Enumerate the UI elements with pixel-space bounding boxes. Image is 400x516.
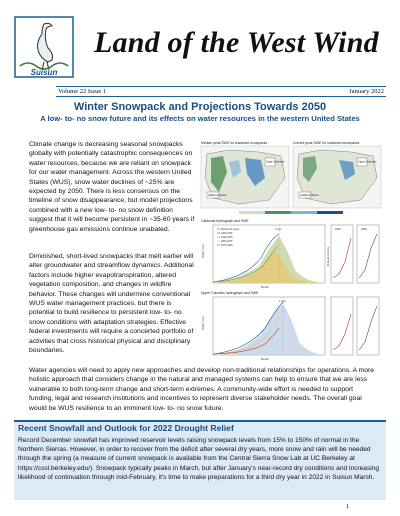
issue-volume: Volume 22 Issue 1 <box>58 88 107 95</box>
map-label-upper-colorado-b: Upper Colorado <box>358 160 377 164</box>
issue-bar <box>56 86 386 97</box>
map-label-california-a: California Sierra <box>208 194 227 197</box>
logo-text: Suisun <box>30 68 58 77</box>
panel-c-title: California hydrograph and SWE <box>201 219 249 223</box>
article-paragraph-1: Climate change is decreasing seasonal snowpacks globally with potentially catastrophic consequences on water resources, because we are reliant on snowpack for our water management. Across the western United States (WUS), snow water declines of ~25% are expected by 2050. There is less consensus on the timeline of snow disappearance, but model projections combined with a new low- to- no snow definition suggest that it will become persistent in ~35-60 years if greenhouse gas emissions continue unabated. <box>29 141 195 233</box>
masthead-title: Land of the West Wind <box>94 26 379 59</box>
suisun-logo <box>14 16 74 78</box>
marker-label-d: 1 Apr <box>279 299 286 303</box>
panel-d-title: Upper Colorado hydrograph and SWE <box>201 291 259 295</box>
article-subhead: A low- to- no snow future and its effects on water resources in the western United States <box>40 114 360 123</box>
ylabel-c: SWE (mm) <box>201 244 205 258</box>
xlabel-d: Month <box>261 357 269 361</box>
col-label-c-2: 2050 <box>361 228 367 231</box>
page-number: 1 <box>346 503 350 510</box>
callout-rule <box>14 420 386 422</box>
panel-b-title: Current peak SWE for sustained snowpacks <box>293 141 360 145</box>
ylabel-d: SWE (mm) <box>201 316 205 330</box>
article-paragraph-2: Diminished, short-lived snowpacks that melt earlier will alter groundwater and streamflow dynamics. Additional factors include higher evapotranspiration, altered vegetation composition, and changes in wildfire behavior. These changes will undermine conventional WUS water management practices, but there is potential to build resilience to persistent low- to- no snow conditions with adaptation strategies. Effective federal investments will require a concerted portfolio of activities that cross historical physical and disciplinary boundaries. <box>29 253 194 355</box>
legend-entry-2: 2020-2045 <box>221 236 233 239</box>
legend-entry-3: 2050-2075 <box>221 240 233 243</box>
panel-d-side-1 <box>331 297 353 355</box>
callout-title: Recent Snowfall and Outlook for 2022 Drought Relief <box>18 423 234 433</box>
article-headline: Winter Snowpack and Projections Towards 2050 <box>73 101 327 113</box>
panel-c-side-2 <box>357 225 379 283</box>
panel-a-title: Median peak SWE for sustained snowpacks <box>201 141 268 145</box>
xlabel-c: Month <box>261 285 269 289</box>
callout-body: Record December snowfall has improved reservoir levels raising snowpack levels from 15% to 150% of normal in the Northern Sierras. However, in order to recover from the deficit after several dry years, more snow and rain will be needed through the spring (a measure of current snowpack is available from the Central Sierra Snow Lab at UC Berkeley at https://cssl.berkeley.edu/). Snowpack typically peaks in March, but after January's near-record dry conditions and increasing likelihood of continuation through mid-February, it's time to make preparations for a third dry year in 2022 in Suisun Marsh. <box>18 437 380 481</box>
map-label-upper-colorado-a: Upper Colorado <box>266 160 285 164</box>
snowpack-figure <box>199 138 383 362</box>
article-paragraph-3: Water agencies will need to apply new approaches and develop non-traditional relationships for operations. A more holistic approach that considers change in the natural and managed systems can help to ensure that we are less vulnerable to both long-term change and short-term extremes. A community-wide effort is needed to support funding, legal and research institutions and incentives to represent diverse stakeholder needs. The overall goal would be WUS resilience to an imminent low- to- no snow future. <box>29 367 375 412</box>
legend-entry-4: 2075-2100 <box>221 244 233 247</box>
issue-date: January 2022 <box>349 88 384 95</box>
panel-c-side-1 <box>331 225 353 283</box>
col-label-c-1: 2030 <box>335 228 341 231</box>
masthead <box>14 16 386 78</box>
ylabel-pct-c: % low-to-no snow <box>327 247 330 266</box>
marker-label-c: 1 Apr <box>275 227 282 231</box>
callout-box <box>14 420 386 500</box>
legend-entry-1: 1980-2005 <box>221 232 233 235</box>
legend-entry-0: Median/1σ range <box>221 228 240 231</box>
panel-d-side-2 <box>357 297 379 355</box>
map-label-california-b: California Sierra <box>300 194 319 197</box>
